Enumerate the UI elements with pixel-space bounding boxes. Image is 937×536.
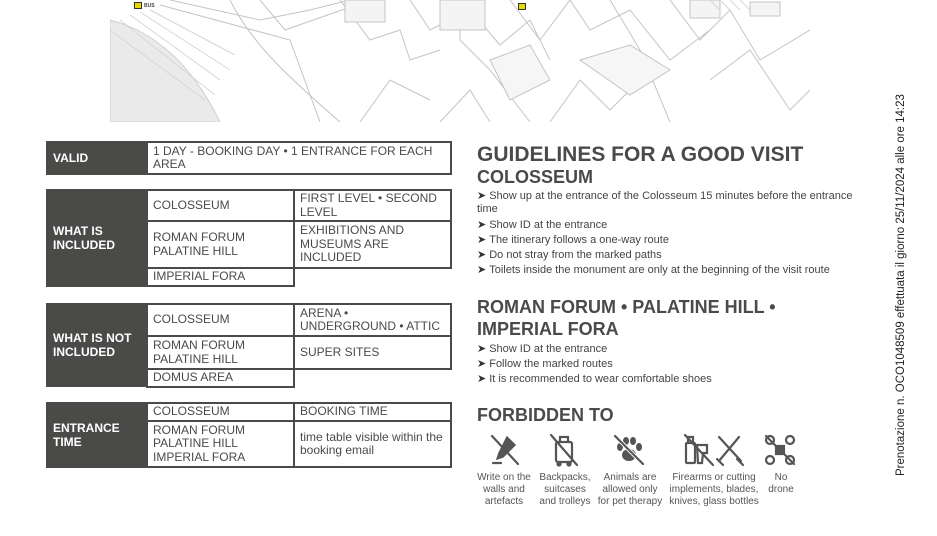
guidelines-title: GUIDELINES FOR A GOOD VISIT <box>477 143 804 166</box>
arrow-icon: ➤ <box>477 219 487 231</box>
not-included-place-3: DOMUS AREA <box>146 368 295 388</box>
included-place-1: COLOSSEUM <box>146 189 295 222</box>
colosseum-rule-2 <box>477 219 872 232</box>
colosseum-rule-3-text: The itinerary follows a one-way route <box>489 234 669 246</box>
valid-label: VALID <box>46 141 146 175</box>
bus-stop-icon-2 <box>518 3 526 10</box>
entrance-place-2: ROMAN FORUM PALATINE HILL IMPERIAL FORA <box>146 420 295 468</box>
bus-stop-icon <box>134 2 142 9</box>
colosseum-rule-5-text: Toilets inside the monument are only at the beginning of the visit route <box>489 264 830 276</box>
forum-rule-3-text: It is recommended to wear comfortable shoes <box>489 373 712 385</box>
colosseum-rule-4 <box>477 249 872 262</box>
forum-rule-2-text: Follow the marked routes <box>489 358 613 370</box>
arrow-icon: ➤ <box>477 373 487 385</box>
arrow-icon: ➤ <box>477 358 487 370</box>
included-detail-2: EXHIBITIONS AND MUSEUMS ARE INCLUDED <box>293 220 452 269</box>
map-bus-label: BUS <box>144 3 155 9</box>
included-table <box>46 189 452 287</box>
forum-rule-1-text: Show ID at the entrance <box>489 343 608 355</box>
arrow-icon: ➤ <box>477 190 487 202</box>
not-included-detail-2: SUPER SITES <box>293 335 452 370</box>
not-included-table <box>46 303 452 387</box>
colosseum-rule-1 <box>477 190 872 216</box>
forbidden-caption-luggage: Backpacks, suitcases and trolleys <box>539 472 591 507</box>
no-writing-icon <box>489 433 521 467</box>
forbidden-title: FORBIDDEN TO <box>477 405 614 425</box>
forum-rule-3 <box>477 373 872 386</box>
entrance-table <box>46 402 452 468</box>
map-drawing <box>110 0 810 122</box>
forum-rule-1 <box>477 343 872 356</box>
forbidden-caption-weapons: Firearms or cutting implements, blades, knives, glass bottles <box>669 472 759 507</box>
not-included-place-2: ROMAN FORUM PALATINE HILL <box>146 335 295 370</box>
included-label: WHAT IS INCLUDED <box>46 189 146 287</box>
forbidden-caption-drone: No drone <box>768 472 794 495</box>
arrow-icon: ➤ <box>477 234 487 246</box>
entrance-place-1: COLOSSEUM <box>146 402 295 422</box>
arrow-icon: ➤ <box>477 264 487 276</box>
arrow-icon: ➤ <box>477 343 487 355</box>
entrance-detail-1: BOOKING TIME <box>293 402 452 422</box>
colosseum-rule-2-text: Show ID at the entrance <box>489 219 608 231</box>
no-drone-icon <box>763 433 797 467</box>
entrance-detail-2: time table visible within the booking email <box>293 420 452 468</box>
entrance-label: ENTRANCE TIME <box>46 402 146 468</box>
forbidden-caption-animals: Animals are allowed only for pet therapy <box>597 472 663 507</box>
colosseum-heading: COLOSSEUM <box>477 167 594 187</box>
valid-table <box>46 141 452 175</box>
forum-heading: ROMAN FORUM • PALATINE HILL • IMPERIAL FORA <box>477 297 776 339</box>
arrow-icon: ➤ <box>477 249 487 261</box>
not-included-place-1: COLOSSEUM <box>146 303 295 337</box>
forum-rule-2 <box>477 358 872 371</box>
valid-value: 1 DAY - BOOKING DAY • 1 ENTRANCE FOR EACH AREA <box>146 141 452 175</box>
no-luggage-icon <box>549 433 579 467</box>
forbidden-caption-writing: Write on the walls and artefacts <box>477 472 531 507</box>
included-place-3: IMPERIAL FORA <box>146 267 295 287</box>
no-animals-icon <box>612 433 646 467</box>
colosseum-rule-3 <box>477 234 872 247</box>
colosseum-rule-4-text: Do not stray from the marked paths <box>489 249 662 261</box>
no-weapons-icon <box>683 433 745 467</box>
included-detail-1: FIRST LEVEL • SECOND LEVEL <box>293 189 452 222</box>
not-included-label: WHAT IS NOT INCLUDED <box>46 303 146 387</box>
booking-reference: Prenotazione n. OCO1048509 effettuata il giorno 25/11/2024 alle ore 14:23 <box>895 94 907 476</box>
map-fragment <box>110 0 810 122</box>
included-place-2: ROMAN FORUM PALATINE HILL <box>146 220 295 269</box>
not-included-detail-1: ARENA • UNDERGROUND • ATTIC <box>293 303 452 337</box>
colosseum-rule-1-text: Show up at the entrance of the Colosseum 15 minutes before the entrance time <box>477 190 853 215</box>
colosseum-rule-5 <box>477 264 872 277</box>
